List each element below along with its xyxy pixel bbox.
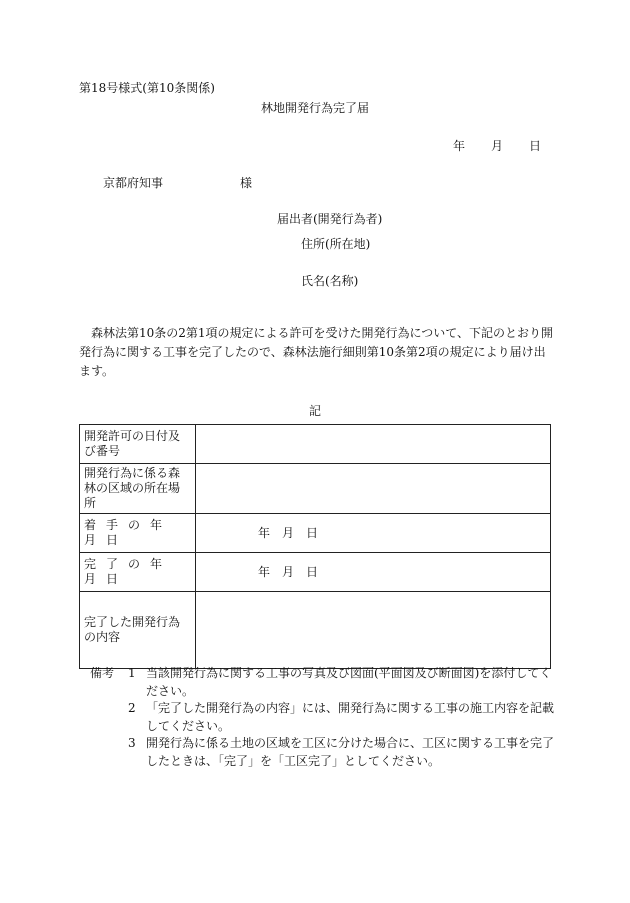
row-value-end-date: 年 月 日 — [196, 553, 551, 592]
addressee-honorific: 様 — [240, 176, 253, 190]
applicant-label: 届出者(開発行為者) — [277, 212, 383, 226]
address-label: 住所(所在地) — [301, 237, 371, 251]
table-row — [80, 464, 551, 514]
date-day: 日 — [529, 139, 542, 153]
addressee-name: 京都府知事 — [103, 176, 164, 190]
note-text: 「完了した開発行為の内容」には、開発行為に関する工事の施工内容を記載してください。 — [146, 701, 555, 733]
row-label-end-date: 完了の年月日 — [80, 553, 196, 592]
row-value-permit — [196, 425, 551, 464]
notes-heading: 備考 — [90, 666, 115, 680]
note-number: 1 — [128, 666, 136, 680]
date-line — [453, 138, 541, 154]
table-row — [80, 553, 551, 592]
name-label: 氏名(名称) — [301, 274, 359, 288]
ki-heading: 記 — [308, 404, 321, 418]
row-value-start-date: 年 月 日 — [196, 514, 551, 553]
table-row — [80, 425, 551, 464]
note-number: 2 — [128, 701, 136, 715]
row-label-location: 開発行為に係る森林の区域の所在場所 — [80, 464, 196, 514]
row-value-location — [196, 464, 551, 514]
body-text: 森林法第10条の2第1項の規定による許可を受けた開発行為について、下記のとおり開発行為に関する工事を完了したので、森林法施行細則第10条第2項の規定により届け出ます。 — [79, 326, 554, 378]
table-row — [80, 514, 551, 553]
form-number: 第18号様式(第10条関係) — [79, 81, 215, 95]
notes — [90, 665, 560, 770]
note-item — [90, 665, 560, 700]
note-text: 開発行為に係る土地の区域を工区に分けた場合に、工区に関する工事を完了したときは、「完了」を「工区完了」としてください。 — [146, 736, 555, 768]
note-item — [90, 700, 560, 735]
row-value-content — [196, 592, 551, 669]
row-label-content: 完了した開発行為の内容 — [80, 592, 196, 669]
date-year: 年 — [453, 139, 466, 153]
note-text: 当該開発行為に関する工事の写真及び図面(平面図及び断面図)を添付してください。 — [146, 666, 552, 698]
row-label-start-date: 着手の年月日 — [80, 514, 196, 553]
note-item — [90, 735, 560, 770]
date-month: 月 — [491, 139, 504, 153]
form-table — [79, 424, 551, 669]
row-label-permit: 開発許可の日付及び番号 — [80, 425, 196, 464]
page-title: 林地開発行為完了届 — [260, 101, 369, 115]
note-number: 3 — [128, 736, 136, 750]
table-row — [80, 592, 551, 669]
